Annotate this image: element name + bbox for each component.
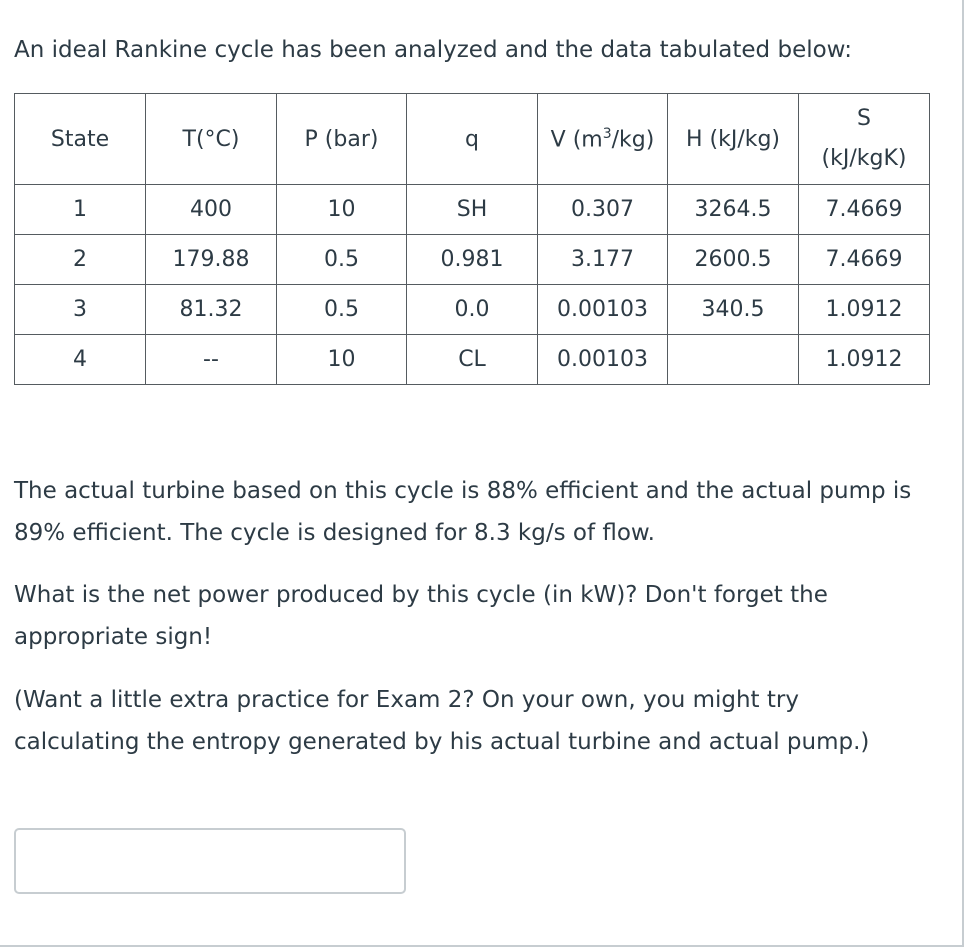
header-entropy	[799, 94, 930, 185]
rankine-data-table	[14, 93, 930, 385]
cell-state: 1	[15, 185, 146, 235]
cell-quality: CL	[407, 335, 538, 385]
header-enthalpy: H (kJ/kg)	[668, 94, 799, 185]
cell-quality: SH	[407, 185, 538, 235]
header-volume-prefix: V (m	[550, 127, 603, 153]
question-prompt: What is the net power produced by this cycle (in kW)? Don't forget the appropriate sign!	[14, 582, 828, 650]
table-row	[15, 335, 930, 385]
header-volume-suffix: /kg)	[611, 127, 655, 153]
cell-temperature: --	[146, 335, 277, 385]
cell-volume: 3.177	[538, 235, 668, 285]
question-intro: An ideal Rankine cycle has been analyzed and the data tabulated below:	[14, 37, 852, 63]
cell-pressure: 10	[277, 185, 407, 235]
cell-enthalpy	[668, 335, 799, 385]
cell-entropy: 7.4669	[799, 235, 930, 285]
cell-enthalpy: 3264.5	[668, 185, 799, 235]
header-entropy-unit: (kJ/kgK)	[821, 146, 907, 171]
cell-state: 4	[15, 335, 146, 385]
cell-temperature: 179.88	[146, 235, 277, 285]
header-temperature: T(°C)	[146, 94, 277, 185]
extra-practice-note: (Want a little extra practice for Exam 2? On your own, you might try calculating the entropy generated by his actual turbine and actual pump.)	[14, 687, 870, 755]
cell-volume: 0.00103	[538, 335, 668, 385]
cell-enthalpy: 340.5	[668, 285, 799, 335]
header-quality: q	[407, 94, 538, 185]
header-state: State	[15, 94, 146, 185]
header-volume	[538, 94, 668, 185]
table-row	[15, 235, 930, 285]
header-entropy-symbol: S	[857, 106, 871, 131]
cell-state: 2	[15, 235, 146, 285]
cell-quality: 0.981	[407, 235, 538, 285]
cell-pressure: 0.5	[277, 235, 407, 285]
cell-temperature: 400	[146, 185, 277, 235]
cell-enthalpy: 2600.5	[668, 235, 799, 285]
answer-input[interactable]	[14, 828, 406, 894]
cell-volume: 0.307	[538, 185, 668, 235]
cell-state: 3	[15, 285, 146, 335]
cell-pressure: 10	[277, 335, 407, 385]
header-pressure: P (bar)	[277, 94, 407, 185]
cell-volume: 0.00103	[538, 285, 668, 335]
table-row	[15, 285, 930, 335]
table-header-row	[15, 94, 930, 185]
cell-temperature: 81.32	[146, 285, 277, 335]
cell-quality: 0.0	[407, 285, 538, 335]
cell-entropy: 1.0912	[799, 335, 930, 385]
cell-pressure: 0.5	[277, 285, 407, 335]
cell-entropy: 7.4669	[799, 185, 930, 235]
header-volume-sup: 3	[602, 125, 612, 142]
table-row	[15, 185, 930, 235]
cell-entropy: 1.0912	[799, 285, 930, 335]
efficiency-paragraph: The actual turbine based on this cycle is 88% efficient and the actual pump is 89% efficient. The cycle is designed for 8.3 kg/s of flow.	[14, 478, 912, 546]
